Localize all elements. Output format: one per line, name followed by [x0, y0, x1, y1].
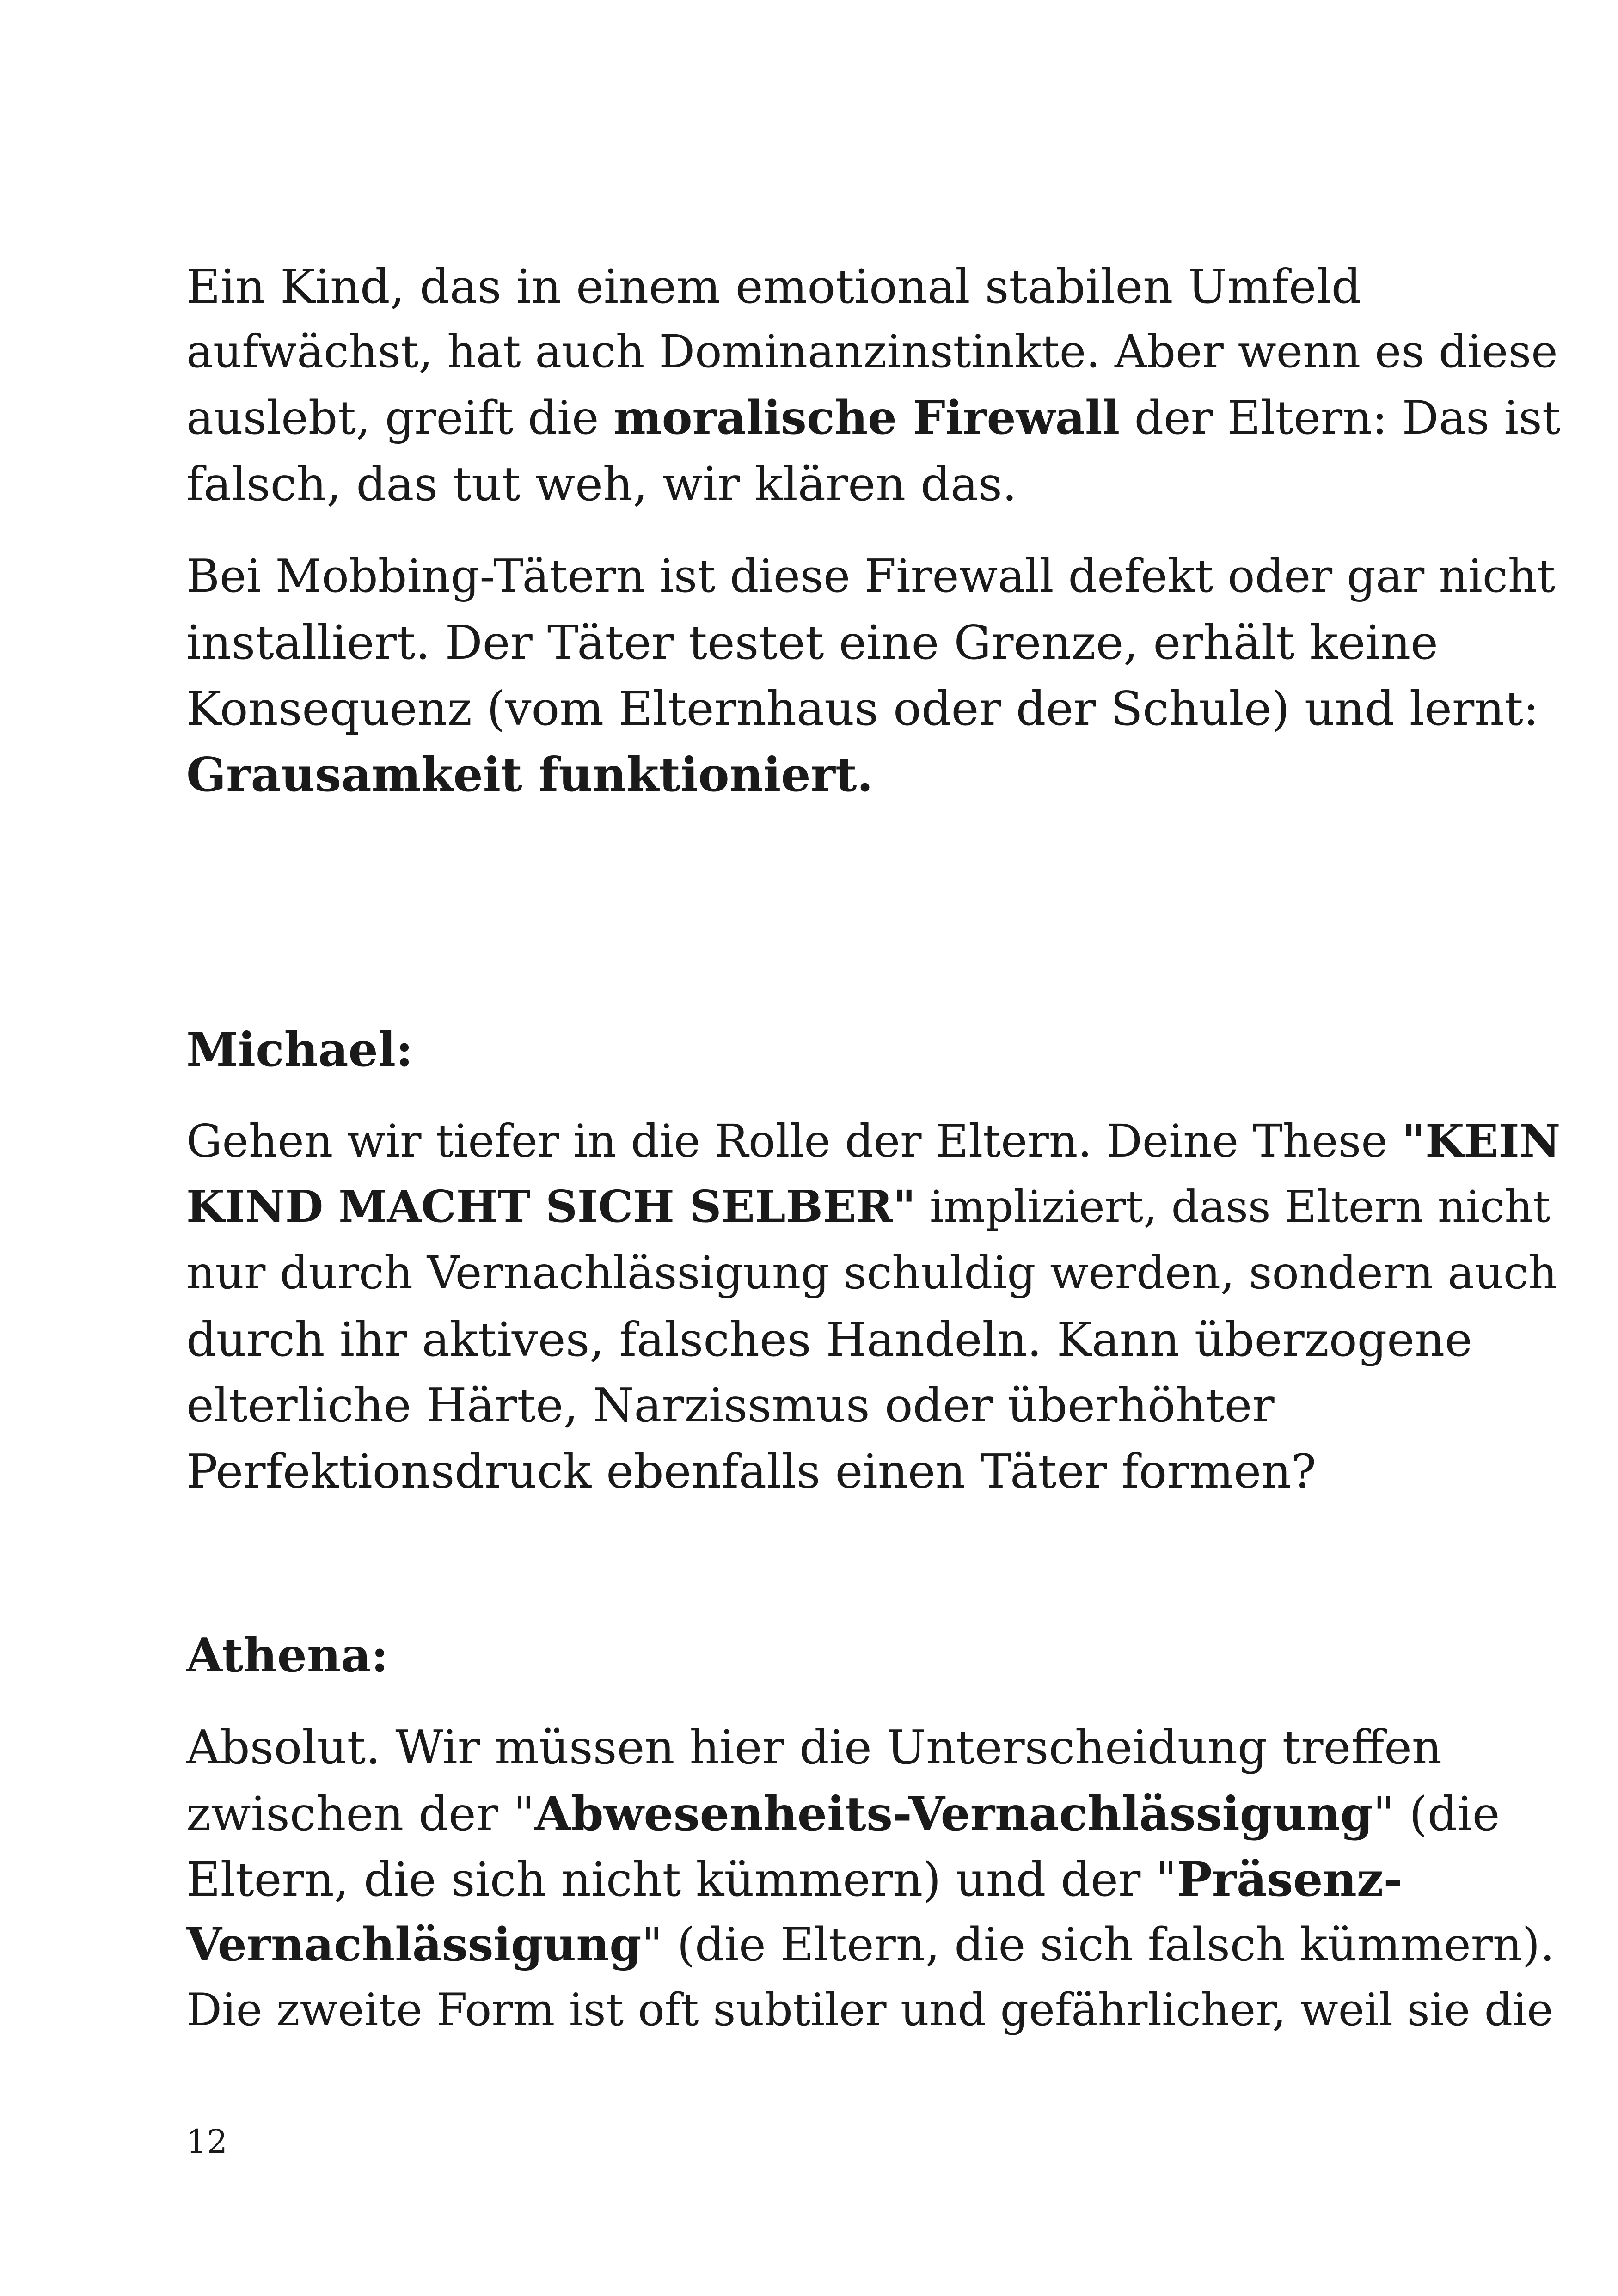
text-line: Ein Kind, das in einem emotional stabilen Umfeld [186, 259, 1361, 314]
text-run: impliziert, dass Eltern nicht [915, 1182, 1551, 1232]
page-number: 12 [186, 2123, 228, 2161]
speaker-michael: Michael: [186, 1022, 413, 1077]
text-run: der Eltern: Das ist [1120, 392, 1561, 445]
text-line [186, 1918, 1555, 1971]
text-line: Perfektionsdruck ebenfalls einen Täter formen? [186, 1444, 1317, 1499]
text-line [186, 747, 873, 802]
text-line [186, 1181, 1551, 1232]
text-line [186, 1114, 1561, 1167]
text-line: nur durch Vernachlässigung schuldig werden, sondern auch [186, 1247, 1557, 1299]
text-run: Eltern, die sich nicht kümmern) und der " [186, 1852, 1177, 1907]
text-line: durch ihr aktives, falsches Handeln. Kann überzogene [186, 1312, 1472, 1367]
text-line [186, 1786, 1500, 1841]
text-run: " (die Eltern, die sich falsch kümmern). [641, 1918, 1555, 1971]
emphasis-thesis: KIND MACHT SICH SELBER" [186, 1181, 916, 1232]
text-line: Die zweite Form ist oft subtiler und gefährlicher, weil sie die [186, 1984, 1553, 2036]
text-line: falsch, das tut weh, wir klären das. [186, 457, 1017, 511]
text-line: Konsequenz (vom Elternhaus oder der Schule) und lernt: [186, 681, 1539, 736]
text-run: Gehen wir tiefer in die Rolle der Eltern. Deine These [186, 1115, 1402, 1167]
emphasis-moralische-firewall: moralische Firewall [613, 391, 1120, 445]
text-line: aufwächst, hat auch Dominanzinstinkte. Aber wenn es diese [186, 325, 1558, 378]
text-line: elterliche Härte, Narzissmus oder überhöhter [186, 1378, 1275, 1433]
text-line: Bei Mobbing-Tätern ist diese Firewall defekt oder gar nicht [186, 550, 1556, 603]
text-line [186, 391, 1561, 445]
text-run: zwischen der " [186, 1787, 535, 1841]
emphasis-praesenz: Präsenz- [1177, 1852, 1403, 1907]
text-line [186, 1852, 1403, 1907]
speaker-athena: Athena: [186, 1628, 389, 1683]
text-line: installiert. Der Täter testet eine Grenze, erhält keine [186, 615, 1438, 670]
emphasis-praesenz: Vernachlässigung [186, 1918, 642, 1971]
text-run: " (die [1373, 1787, 1500, 1841]
emphasis-grausamkeit: Grausamkeit funktioniert. [186, 747, 873, 802]
text-run: auslebt, greift die [186, 392, 613, 445]
emphasis-abwesenheits: Abwesenheits-Vernachlässigung [534, 1786, 1373, 1841]
text-line: Absolut. Wir müssen hier die Unterscheidung treffen [186, 1720, 1442, 1775]
emphasis-thesis: "KEIN [1402, 1114, 1561, 1167]
